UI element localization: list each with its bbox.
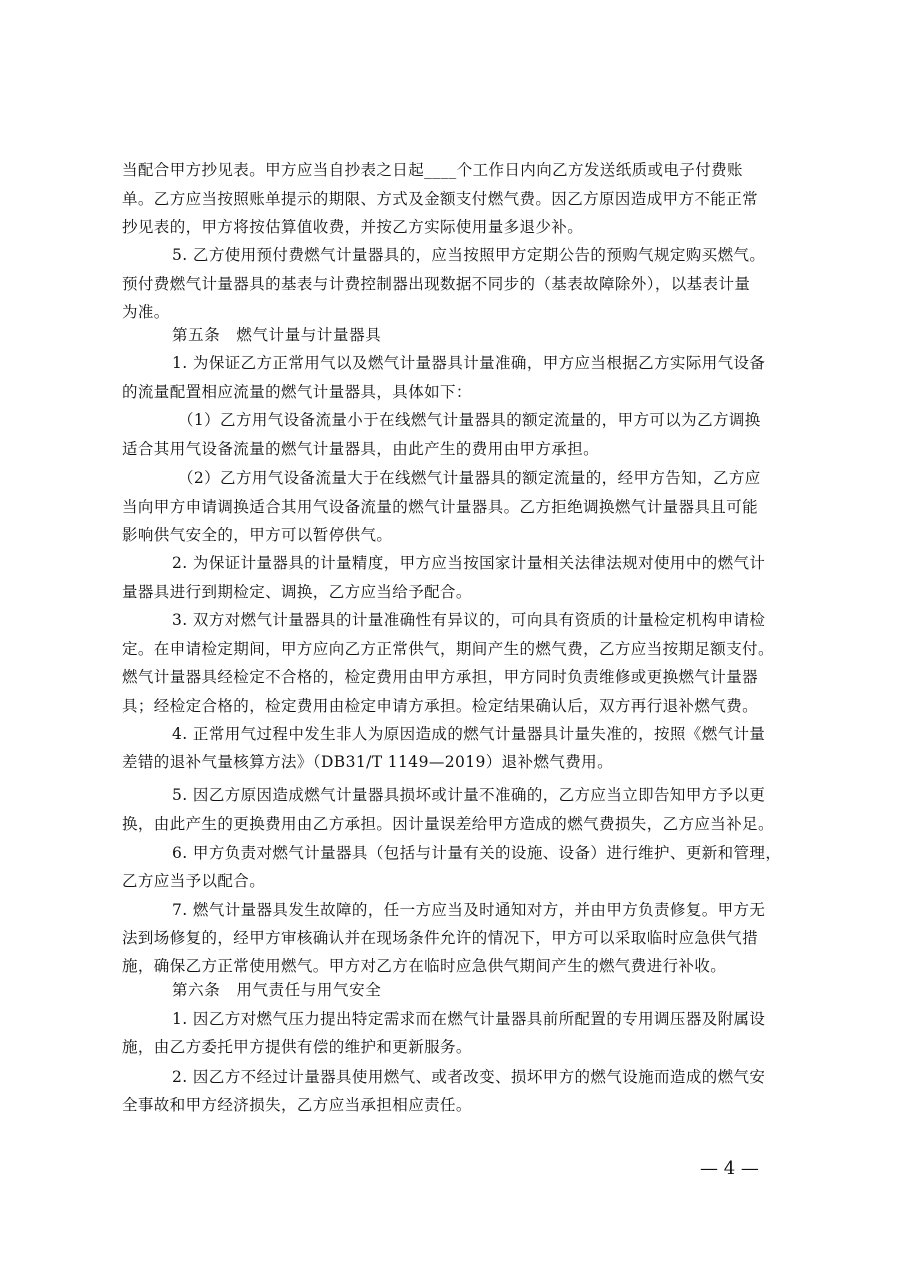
text-line: （1）乙方用气设备流量小于在线燃气计量器具的额定流量的，甲方可以为乙方调换: [178, 411, 761, 429]
text-line: 为准。: [122, 303, 170, 321]
text-line: 当向甲方申请调换适合其用气设备流量的燃气计量器具。乙方拒绝调换燃气计量器具且可能: [122, 498, 759, 516]
text-line: 抄见表的，甲方将按估算值收费，并按乙方实际使用量多退少补。: [122, 218, 584, 236]
text-line: 5. 因乙方原因造成燃气计量器具损坏或计量不准确的，乙方应当立即告知甲方予以更: [172, 786, 766, 804]
text-line: 2. 因乙方不经过计量器具使用燃气、或者改变、损坏甲方的燃气设施而造成的燃气安: [172, 1068, 766, 1086]
text-line: 全事故和甲方经济损失，乙方应当承担相应责任。: [122, 1096, 472, 1114]
text-line: 预付费燃气计量器具的基表与计费控制器出现数据不同步的（基表故障除外），以基表计量: [122, 275, 751, 293]
text-line: （2）乙方用气设备流量大于在线燃气计量器具的额定流量的，经甲方告知，乙方应: [178, 469, 761, 487]
text-line: 影响供气安全的，甲方可以暂停供气。: [122, 526, 393, 544]
section-heading: 第六条 用气责任与用气安全: [172, 981, 382, 999]
text-line: 燃气计量器具经检定不合格的，检定费用由甲方承担，甲方同时负责维修或更换燃气计量器: [122, 668, 759, 686]
text-line: 量器具进行到期检定、调换，乙方应当给予配合。: [122, 583, 472, 601]
text-line: 适合其用气设备流量的燃气计量器具，由此产生的费用由甲方承担。: [122, 440, 600, 458]
text-line: 换，由此产生的更换费用由乙方承担。因计量误差给甲方造成的燃气费损失，乙方应当补足。: [122, 815, 774, 833]
text-line: 施，确保乙方正常使用燃气。甲方对乙方在临时应急供气期间产生的燃气费进行补收。: [122, 957, 727, 975]
section-heading: 第五条 燃气计量与计量器具: [172, 326, 382, 344]
text-line: 单。乙方应当按照账单提示的期限、方式及金额支付燃气费。因乙方原因造成甲方不能正常: [122, 190, 759, 208]
text-line: 6. 甲方负责对燃气计量器具（包括与计量有关的设施、设备）进行维护、更新和管理，: [172, 844, 782, 862]
text-line: 5. 乙方使用预付费燃气计量器具的，应当按照甲方定期公告的预购气规定购买燃气。: [172, 246, 766, 264]
text-line: 具；经检定合格的，检定费用由检定申请方承担。检定结果确认后，双方再行退补燃气费。: [122, 697, 759, 715]
text-line: 差错的退补气量核算方法》（DB31/T 1149—2019）退补燃气费用。: [122, 753, 613, 771]
text-line: 1. 因乙方对燃气压力提出特定需求而在燃气计量器具前所配置的专用调压器及附属设: [172, 1010, 766, 1028]
text-line: 乙方应当予以配合。: [122, 872, 266, 890]
text-line: 施，由乙方委托甲方提供有偿的维护和更新服务。: [122, 1038, 472, 1056]
text-line: 7. 燃气计量器具发生故障的，任一方应当及时通知对方，并由甲方负责修复。甲方无: [172, 901, 766, 919]
text-line: 4. 正常用气过程中发生非人为原因造成的燃气计量器具计量失准的，按照《燃气计量: [172, 725, 766, 743]
text-line: 当配合甲方抄见表。甲方应当自抄表之日起____个工作日内向乙方发送纸质或电子付费账: [122, 161, 743, 179]
text-line: 1. 为保证乙方正常用气以及燃气计量器具计量准确，甲方应当根据乙方实际用气设备: [172, 354, 766, 372]
page-number: — 4 —: [700, 1158, 759, 1179]
text-line: 法到场修复的，经甲方审核确认并在现场条件允许的情况下，甲方可以采取临时应急供气措: [122, 929, 759, 947]
text-line: 定。在申请检定期间，甲方应向乙方正常供气，期间产生的燃气费，乙方应当按期足额支付。: [122, 640, 774, 658]
text-line: 的流量配置相应流量的燃气计量器具，具体如下：: [122, 383, 472, 401]
text-line: 2. 为保证计量器具的计量精度，甲方应当按国家计量相关法律法规对使用中的燃气计: [172, 554, 766, 572]
text-line: 3. 双方对燃气计量器具的计量准确性有异议的，可向具有资质的计量检定机构申请检: [172, 611, 766, 629]
